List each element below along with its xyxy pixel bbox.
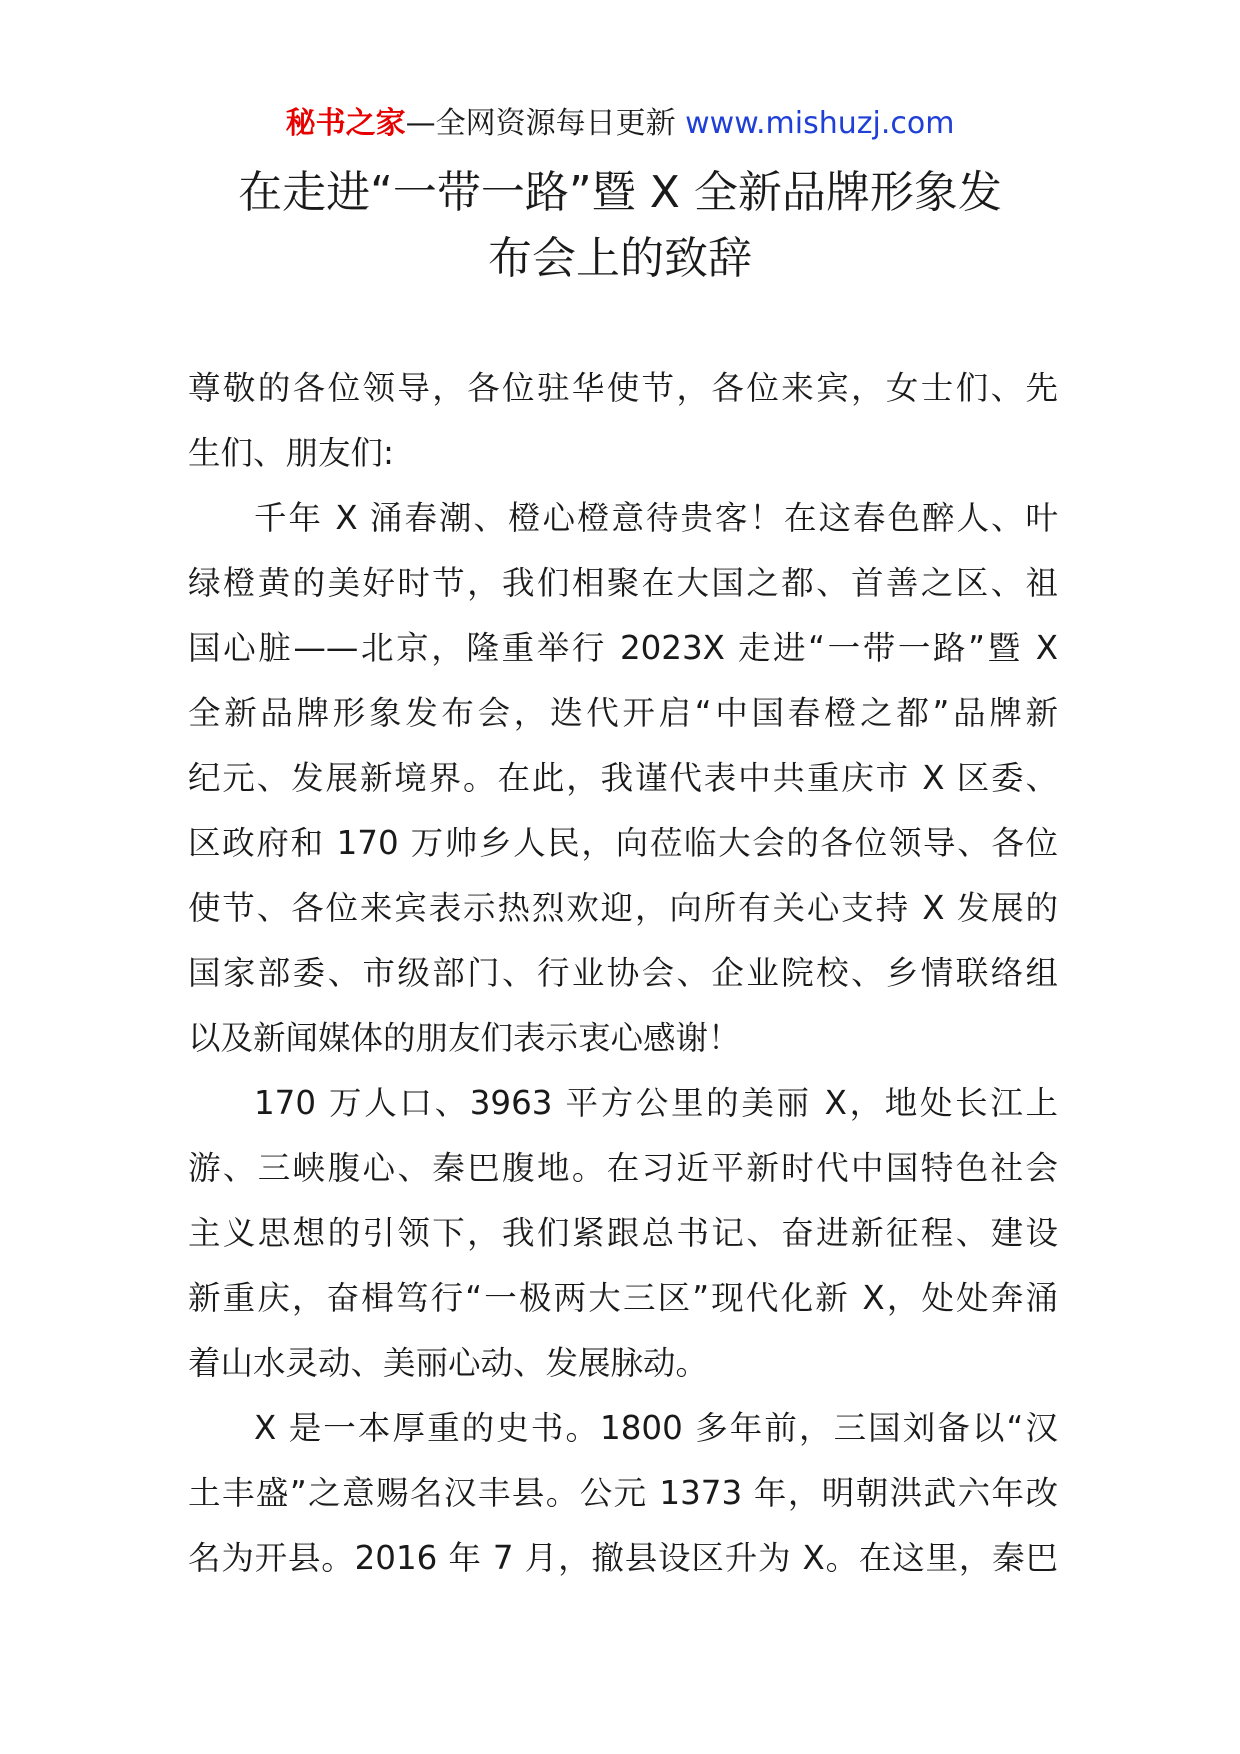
body-line: 生们、朋友们: bbox=[188, 434, 394, 472]
body-line: 全新品牌形象发布会，迭代开启“中国春橙之都”品牌新 bbox=[188, 694, 1058, 732]
body-line: 区政府和 170 万帅乡人民，向莅临大会的各位领导、各位 bbox=[188, 824, 1058, 862]
site-header bbox=[0, 104, 1240, 144]
body-line: 绿橙黄的美好时节，我们相聚在大国之都、首善之区、祖 bbox=[188, 564, 1058, 602]
body-line: 土丰盛”之意赐名汉丰县。公元 1373 年，明朝洪武六年改 bbox=[188, 1474, 1058, 1512]
body-line: 千年 X 涌春潮、橙心橙意待贵客！在这春色醉人、叶 bbox=[254, 499, 1058, 537]
document-body bbox=[188, 356, 1058, 1591]
brand-name: 秘书之家 bbox=[285, 106, 406, 141]
title-line-2: 布会上的致辞 bbox=[488, 233, 752, 284]
document-title bbox=[170, 160, 1070, 292]
body-line: 主义思想的引领下，我们紧跟总书记、奋进新征程、建设 bbox=[188, 1214, 1058, 1252]
body-line: 尊敬的各位领导，各位驻华使节，各位来宾，女士们、先 bbox=[188, 369, 1058, 407]
body-line: 新重庆，奋楫笃行“一极两大三区”现代化新 X，处处奔涌 bbox=[188, 1279, 1058, 1317]
site-url-link[interactable]: www.mishuzj.com bbox=[685, 106, 955, 141]
body-line: 游、三峡腹心、秦巴腹地。在习近平新时代中国特色社会 bbox=[188, 1149, 1058, 1187]
header-tagline: —全网资源每日更新 bbox=[405, 106, 676, 141]
body-line: 使节、各位来宾表示热烈欢迎，向所有关心支持 X 发展的 bbox=[188, 889, 1058, 927]
body-line: 以及新闻媒体的朋友们表示衷心感谢！ bbox=[188, 1019, 741, 1057]
body-line: 纪元、发展新境界。在此，我谨代表中共重庆市 X 区委、 bbox=[188, 759, 1058, 797]
body-line: 170 万人口、3963 平方公里的美丽 X，地处长江上 bbox=[254, 1084, 1058, 1122]
body-line: 名为开县。2016 年 7 月，撤县设区升为 X。在这里，秦巴 bbox=[188, 1539, 1058, 1577]
title-line-1: 在走进“一带一路”暨 X 全新品牌形象发 bbox=[238, 167, 1002, 218]
body-line: 国家部委、市级部门、行业协会、企业院校、乡情联络组 bbox=[188, 954, 1058, 992]
body-line: 着山水灵动、美丽心动、发展脉动。 bbox=[188, 1344, 709, 1382]
body-line: X 是一本厚重的史书。1800 多年前，三国刘备以“汉 bbox=[254, 1409, 1058, 1447]
body-line: 国心脏——北京，隆重举行 2023X 走进“一带一路”暨 X bbox=[188, 629, 1058, 667]
